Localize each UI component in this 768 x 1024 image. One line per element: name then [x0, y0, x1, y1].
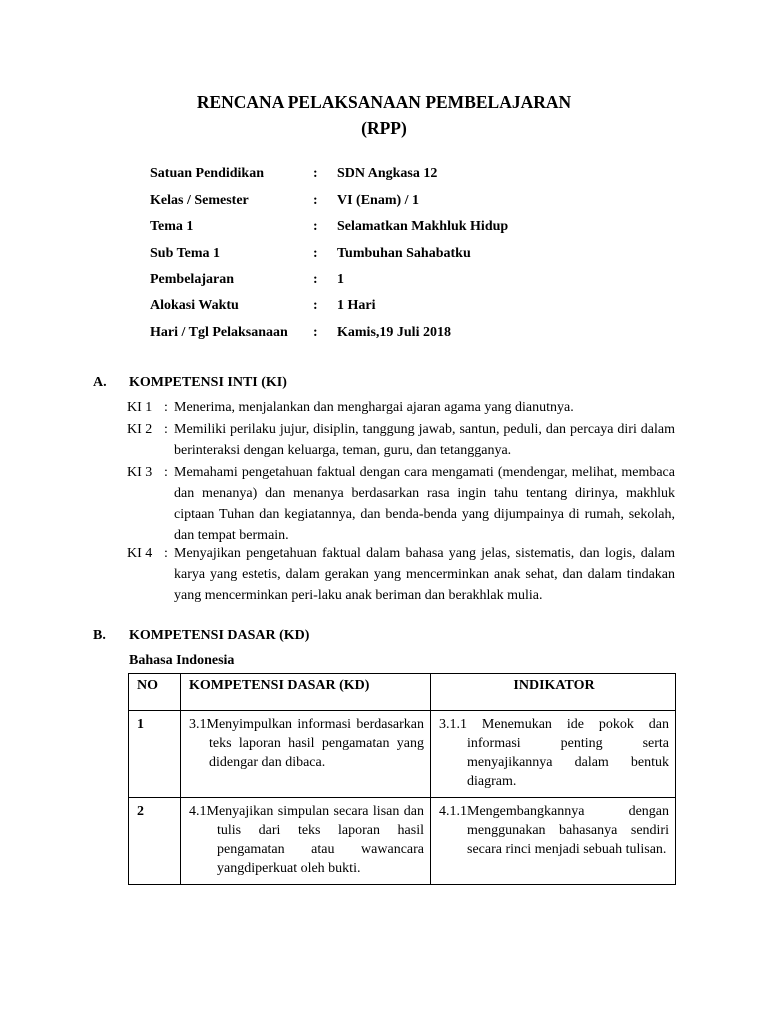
ki-text: Menyajikan pengetahuan faktual dalam bahasa yang jelas, sistematis, dan logis, dalam karya yang estetis, dalam gerakan yang mencerminkan anak sehat, dan dalam tindakan yang mencerminkan peri-laku anak beriman dan berakhlak mulia.: [174, 546, 675, 603]
info-value: 1 Hari: [337, 298, 376, 313]
ki-colon: :: [164, 546, 168, 561]
ki-text: Memiliki perilaku jujur, disiplin, tanggung jawab, santun, peduli, dan percaya diri dalam berinteraksi dengan keluarga, teman, guru, dan tetangganya.: [174, 422, 675, 458]
info-colon: :: [313, 298, 318, 313]
info-value: 1: [337, 272, 344, 287]
info-label: Sub Tema 1: [150, 246, 221, 261]
info-colon: :: [313, 246, 318, 261]
ki-item: [127, 419, 675, 461]
info-colon: :: [313, 219, 318, 234]
info-label: Pembelajaran: [150, 272, 234, 287]
info-colon: :: [313, 272, 318, 287]
ki-item: [127, 543, 675, 606]
info-value: SDN Angkasa 12: [337, 166, 438, 181]
ki-colon: :: [164, 400, 168, 415]
section-b-title: KOMPETENSI DASAR (KD): [129, 628, 310, 643]
row-number: 1: [129, 711, 181, 798]
ki-number: KI 3: [127, 465, 153, 480]
header-no: NO: [129, 674, 181, 711]
ki-colon: :: [164, 465, 168, 480]
indikator-cell: [431, 711, 676, 798]
kd-text: 4.1Menyajikan simpulan secara lisan dan tulis dari teks laporan hasil pengamatan atau wawancara yangdiperkuat oleh bukti.: [189, 804, 424, 876]
ki-colon: :: [164, 422, 168, 437]
indikator-cell: [431, 798, 676, 885]
section-a-letter: A.: [93, 375, 107, 390]
info-value: Tumbuhan Sahabatku: [337, 246, 471, 261]
section-b-letter: B.: [93, 628, 106, 643]
kd-text: 3.1Menyimpulkan informasi berdasarkan teks laporan hasil pengamatan yang didengar dan dibaca.: [189, 717, 424, 770]
info-label: Kelas / Semester: [150, 193, 249, 208]
ki-number: KI 2: [127, 422, 153, 437]
header-kd: KOMPETENSI DASAR (KD): [181, 674, 431, 711]
document-title: RENCANA PELAKSANAAN PEMBELAJARAN: [196, 92, 572, 112]
info-value: Selamatkan Makhluk Hidup: [337, 219, 509, 234]
kd-table: [128, 673, 676, 885]
info-label: Alokasi Waktu: [150, 298, 239, 313]
document-subtitle: (RPP): [361, 118, 407, 138]
table-row: [129, 798, 676, 885]
kd-cell: [181, 711, 431, 798]
ki-item: [127, 462, 675, 546]
table-row: [129, 711, 676, 798]
info-label: Hari / Tgl Pelaksanaan: [150, 325, 288, 340]
info-value: VI (Enam) / 1: [337, 193, 420, 208]
info-label: Tema 1: [150, 219, 194, 234]
ki-item: [127, 397, 675, 418]
info-colon: :: [313, 166, 318, 181]
row-number: 2: [129, 798, 181, 885]
table-header-row: [129, 674, 676, 711]
ki-text: Menerima, menjalankan dan menghargai ajaran agama yang dianutnya.: [174, 400, 574, 415]
ki-number: KI 4: [127, 546, 153, 561]
info-colon: :: [313, 193, 318, 208]
info-colon: :: [313, 325, 318, 340]
info-label: Satuan Pendidikan: [150, 166, 264, 181]
ki-number: KI 1: [127, 400, 153, 415]
indikator-text: 3.1.1 Menemukan ide pokok dan informasi penting serta menyajikannya dalam bentuk diagram.: [439, 717, 669, 789]
header-indikator: INDIKATOR: [431, 674, 676, 711]
ki-text: Memahami pengetahuan faktual dengan cara mengamati (mendengar, melihat, membaca dan menanya) dan menanya berdasarkan rasa ingin tahu tentang dirinya, makhluk ciptaan Tuhan dan kegiatannya, dan benda-benda yang dijumpainya di rumah, sekolah, dan tempat bermain.: [174, 465, 675, 543]
subject-label: Bahasa Indonesia: [129, 653, 235, 668]
indikator-text: 4.1.1Mengembangkannya dengan menggunakan bahasanya sendiri secara rinci menjadi sebuah tulisan.: [439, 804, 669, 857]
kd-cell: [181, 798, 431, 885]
section-a-title: KOMPETENSI INTI (KI): [129, 375, 287, 390]
info-value: Kamis,19 Juli 2018: [337, 325, 451, 340]
